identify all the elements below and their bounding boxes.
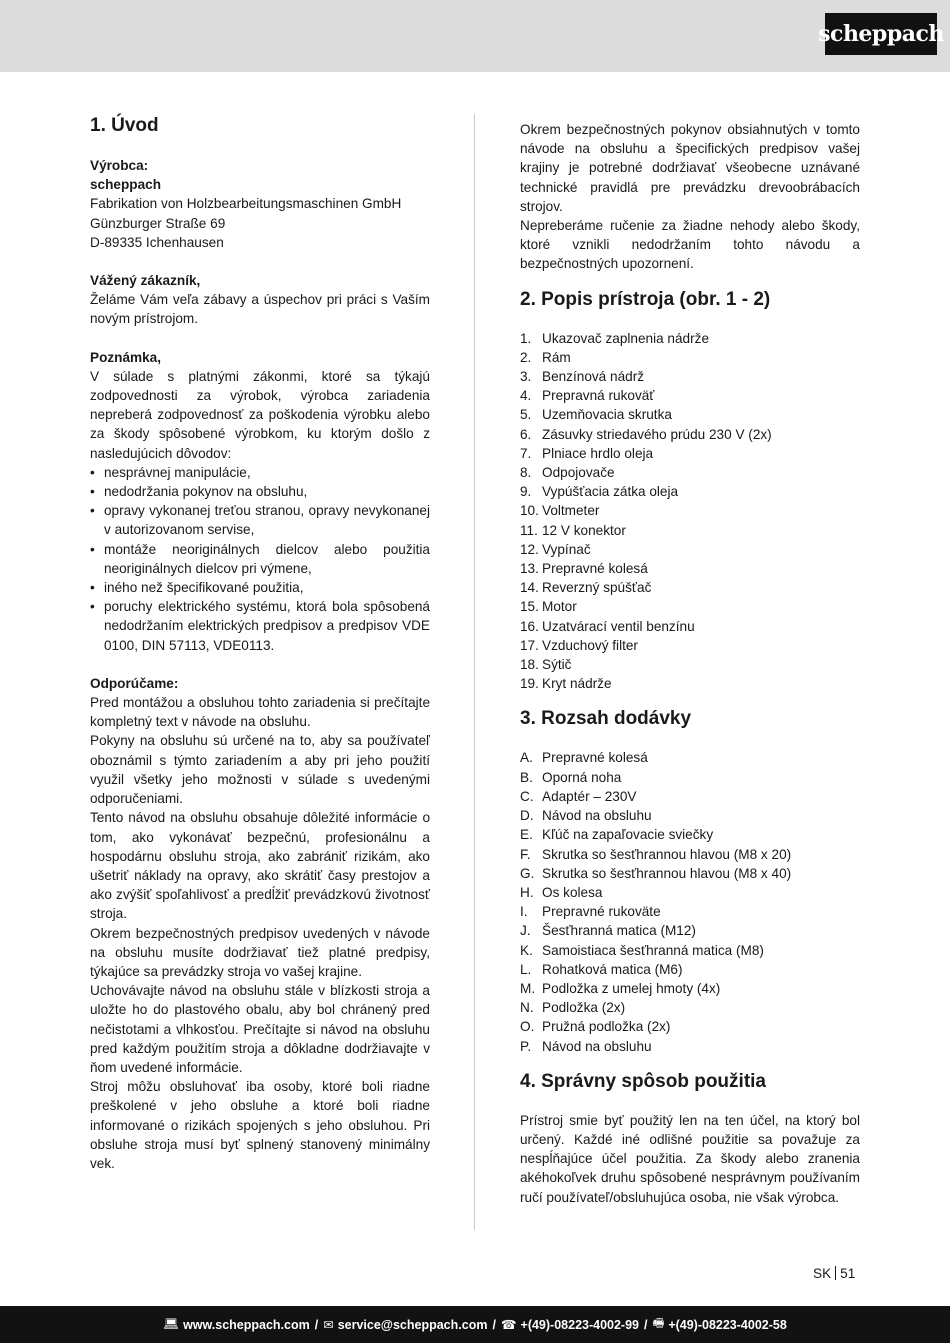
manufacturer-name: scheppach	[90, 177, 162, 193]
list-item-number: 14.	[520, 580, 539, 596]
list-item-number: 4.	[520, 388, 532, 404]
list-item-number: 16.	[520, 618, 539, 634]
list-item-number: 11.	[520, 522, 538, 538]
manufacturer-label: Výrobca:	[90, 158, 149, 173]
list-item	[520, 845, 860, 864]
bullet-item: • opravy vykonanej treťou stranou, opravy nevykonanej v autorizovanom servise,	[90, 501, 430, 539]
list-item	[520, 921, 860, 940]
list-item	[520, 559, 860, 578]
list-item-number: 8.	[520, 465, 532, 481]
list-item-text: Ukazovač zaplnenia nádrže	[542, 330, 710, 346]
list-item	[520, 1037, 860, 1056]
list-item	[520, 806, 860, 825]
list-item-text: Uzatvárací ventil benzínu	[542, 618, 695, 634]
list-item-number: F.	[520, 846, 531, 862]
list-item-number: 12.	[520, 541, 539, 557]
list-item	[520, 636, 860, 655]
recommend-paragraph: Stroj môžu obsluhovať iba osoby, ktoré boli riadne preškolené v jeho obsluhe a ktoré boli riadne informované o rizikách spojených s jeho obsluhou. Pri obsluhe stroja musí byť splnený stanovený minimálny vek.	[90, 1079, 430, 1171]
page-divider	[835, 1266, 836, 1280]
list-item-text: Os kolesa	[542, 884, 603, 900]
list-item-text: Odpojovače	[542, 465, 615, 481]
delivery-list	[520, 748, 860, 1055]
list-item-text: Kryt nádrže	[542, 676, 612, 692]
parts-list	[520, 329, 860, 694]
footer-separator: /	[644, 1317, 648, 1332]
right-column	[520, 120, 860, 1207]
list-item-number: 1.	[520, 330, 532, 346]
list-item	[520, 883, 860, 902]
list-item-number: 7.	[520, 445, 532, 461]
intro-paragraph: Okrem bezpečnostných pokynov obsiahnutých v tomto návode na obsluhu a špecifických predpisov vašej krajiny je potrebné dodržiavať všeobecne uznávané technické pravidlá pre prevádzku drevoobrábacích strojov.	[520, 122, 860, 214]
list-item-text: Prepravné kolesá	[542, 561, 648, 577]
list-item	[520, 329, 860, 348]
envelope-icon: ✉︎	[323, 1318, 334, 1332]
list-item	[520, 367, 860, 386]
list-item-text: Voltmeter	[542, 503, 600, 519]
list-item	[520, 998, 860, 1017]
list-item	[520, 787, 860, 806]
list-item	[520, 979, 860, 998]
list-item-text: Benzínová nádrž	[542, 369, 645, 385]
list-item-text: Pružná podložka (2x)	[542, 1019, 671, 1035]
laptop-icon: 💻︎	[163, 1317, 180, 1331]
phone-icon: ☎︎	[500, 1318, 517, 1332]
manufacturer-line: Günzburger Straße 69	[90, 215, 226, 231]
list-item	[520, 482, 860, 501]
section-1-title: 1. Úvod	[90, 115, 159, 136]
list-item-text: Prepravné rukoväte	[542, 904, 661, 920]
bullet-item: • montáže neoriginálnych dielcov alebo použitia neoriginálnych dielcov pri výmene,	[90, 540, 430, 578]
list-item-text: Oporná noha	[542, 769, 622, 785]
list-item	[520, 617, 860, 636]
note-label: Poznámka,	[90, 349, 162, 365]
list-item	[520, 521, 860, 540]
list-item	[520, 578, 860, 597]
customer-text: Želáme Vám veľa zábavy a úspechov pri práci s Vaším novým prístrojom.	[90, 292, 430, 327]
footer-separator: /	[492, 1317, 496, 1332]
list-item-text: 12 V konektor	[542, 522, 626, 538]
list-item-text: Vypúšťacia zátka oleja	[542, 484, 679, 500]
list-item-number: 9.	[520, 484, 532, 500]
list-item-number: 18.	[520, 657, 539, 673]
list-item	[520, 941, 860, 960]
footer-email-link[interactable]: service@scheppach.com	[337, 1317, 488, 1332]
list-item-text: Plniace hrdlo oleja	[542, 445, 654, 461]
list-item-text: Návod na obsluhu	[542, 1038, 652, 1054]
footer-separator: /	[314, 1317, 319, 1332]
bullet-item: • iného než špecifikované použitia,	[90, 578, 430, 597]
list-item-text: Podložka (2x)	[542, 1000, 626, 1016]
page-lang: SK	[813, 1266, 832, 1281]
footer-bar	[0, 1306, 950, 1343]
list-item	[520, 463, 860, 482]
page-number	[813, 1266, 855, 1281]
list-item-text: Kľúč na zapaľovacie sviečky	[542, 827, 714, 843]
list-item-text: Šesťhranná matica (M12)	[542, 923, 696, 939]
column-divider	[474, 114, 475, 1230]
list-item-number: 17.	[520, 637, 539, 653]
note-bullet-list	[90, 463, 430, 655]
section-4-title: 4. Správny spôsob použitia	[520, 1070, 766, 1092]
list-item-number: 19.	[520, 676, 539, 692]
list-item	[520, 597, 860, 616]
list-item	[520, 674, 860, 693]
list-item-number: M.	[520, 980, 536, 996]
bullet-item: • poruchy elektrického systému, ktorá bola spôsobená nedodržaním elektrických predpisov a predpisov VDE 0100, DIN 57113, VDE0113.	[90, 597, 430, 655]
list-item	[520, 1017, 860, 1036]
list-item-number: 15.	[520, 599, 539, 615]
list-item-number: A.	[520, 750, 533, 766]
list-item	[520, 425, 860, 444]
scheppach-logo: scheppach	[825, 13, 937, 55]
list-item-number: D.	[520, 808, 534, 824]
list-item-text: Podložka z umelej hmoty (4x)	[542, 980, 721, 996]
fax-icon: 🖷︎	[652, 1316, 665, 1330]
list-item	[520, 825, 860, 844]
section-3-title: 3. Rozsah dodávky	[520, 708, 692, 730]
note-text: V súlade s platnými zákonmi, ktoré sa týkajú zodpovednosti za výrobok, výrobca zariadenia nepreberá zodpovednosť za poškodenia výrobku alebo za škody spôsobené výrobkom, ku ktorým došlo z nasledujúcich dôvodov:	[90, 368, 430, 461]
recommend-paragraph: Okrem bezpečnostných predpisov uvedených v návode na obsluhu musíte dodržiavať tiež platné predpisy, týkajúce sa prevádzky stroja vo vašej krajine.	[90, 925, 430, 979]
list-item	[520, 864, 860, 883]
list-item-number: N.	[520, 1000, 534, 1016]
list-item-number: J.	[520, 923, 531, 939]
list-item-number: L.	[520, 961, 532, 977]
list-item	[520, 348, 860, 367]
list-item-number: 10.	[520, 503, 539, 519]
list-item-number: 5.	[520, 407, 532, 423]
list-item-text: Návod na obsluhu	[542, 808, 652, 824]
list-item	[520, 405, 860, 424]
list-item-text: Vypínač	[542, 541, 591, 557]
intended-use-text: Prístroj smie byť použitý len na ten účel, na ktorý bol určený. Každé iné odlišné použitie sa považuje za nespĺňajúce účel použitia. Za škody alebo zranenia akéhokoľvek druhu spôsobené nesprávnym používaním ručí používateľ/obsluhujúca osoba, nie však výrobca.	[520, 1112, 860, 1205]
customer-label: Vážený zákazník,	[90, 273, 201, 289]
list-item-number: C.	[520, 788, 534, 804]
header-bar	[0, 0, 950, 72]
manufacturer-line: D-89335 Ichenhausen	[90, 234, 224, 250]
list-item-number: 6.	[520, 426, 532, 442]
list-item-text: Motor	[542, 599, 577, 615]
list-item-number: I.	[520, 904, 528, 920]
list-item-text: Rám	[542, 349, 571, 365]
list-item-text: Rohatková matica (M6)	[542, 961, 683, 977]
section-2-title: 2. Popis prístroja (obr. 1 - 2)	[520, 288, 771, 310]
bullet-item: • nedodržania pokynov na obsluhu,	[90, 482, 430, 501]
list-item-text: Skrutka so šesťhrannou hlavou (M8 x 20)	[542, 846, 792, 862]
list-item-number: 2.	[520, 349, 532, 365]
footer-web-link[interactable]: www.scheppach.com	[183, 1317, 310, 1332]
list-item-number: H.	[520, 884, 534, 900]
list-item-number: P.	[520, 1038, 532, 1054]
list-item-text: Prepravné kolesá	[542, 750, 648, 766]
recommend-paragraph: Tento návod na obsluhu obsahuje dôležité informácie o tom, ako vykonávať bezpečnú, profesionálnu a hospodárnu obsluhu stroja, ako zabrániť rizikám, ako ušetriť náklady na opravy, ako skrátiť časy prestojov a ako zvýšiť spoľahlivosť a predĺžiť prevádzkovú životnosť stroja.	[90, 810, 430, 922]
list-item-text: Sýtič	[542, 657, 572, 673]
list-item	[520, 748, 860, 767]
list-item-text: Samoistiaca šesťhranná matica (M8)	[542, 942, 764, 958]
manufacturer-line: Fabrikation von Holzbearbeitungsmaschinen GmbH	[90, 196, 402, 212]
list-item-number: O.	[520, 1019, 535, 1035]
list-item-number: 13.	[520, 561, 539, 577]
list-item-text: Prepravná rukoväť	[542, 388, 655, 404]
list-item-text: Uzemňovacia skrutka	[542, 407, 672, 423]
page-num: 51	[840, 1266, 856, 1281]
left-column	[90, 114, 430, 1173]
recommend-paragraph: Pred montážou a obsluhou tohto zariadenia si prečítajte kompletný text v návode na obsluhu.	[90, 695, 430, 730]
list-item	[520, 655, 860, 674]
list-item	[520, 444, 860, 463]
intro-paragraph: Nepreberáme ručenie za žiadne nehody alebo škody, ktoré vznikli nedodržaním tohto návodu a bezpečnostných upozornení.	[520, 218, 860, 272]
list-item-number: G.	[520, 865, 535, 881]
footer-phone: +(49)-08223-4002-99	[520, 1317, 640, 1332]
list-item-number: 3.	[520, 369, 532, 385]
list-item	[520, 902, 860, 921]
footer-fax: +(49)-08223-4002-58	[668, 1317, 787, 1332]
list-item-text: Adaptér – 230V	[542, 788, 637, 804]
list-item-text: Skrutka so šesťhrannou hlavou (M8 x 40)	[542, 865, 792, 881]
bullet-item: • nesprávnej manipulácie,	[90, 463, 430, 482]
list-item-number: E.	[520, 827, 533, 843]
list-item-number: K.	[520, 942, 533, 958]
list-item-number: B.	[520, 769, 533, 785]
recommend-label: Odporúčame:	[90, 675, 179, 691]
list-item	[520, 386, 860, 405]
list-item	[520, 540, 860, 559]
recommend-paragraph: Pokyny na obsluhu sú určené na to, aby sa používateľ oboznámil s týmto zariadením a aby pri jeho použití využil všetky jeho možnosti v súlade s uvedenými odporučeniami.	[90, 733, 430, 807]
list-item	[520, 768, 860, 787]
list-item-text: Vzduchový filter	[542, 637, 638, 653]
list-item	[520, 501, 860, 520]
list-item-text: Reverzný spúšťač	[542, 580, 652, 596]
recommend-paragraph: Uchovávajte návod na obsluhu stále v blízkosti stroja a uložte ho do plastového obalu, aby bol chránený pred nečistotami a vlhkosťou. Prečítajte si návod na obsluhu pred každým použitím stroja a dôkladne dodržiavajte v ňom uvedené informácie.	[90, 983, 430, 1075]
list-item	[520, 960, 860, 979]
list-item-text: Zásuvky striedavého prúdu 230 V (2x)	[542, 426, 772, 442]
